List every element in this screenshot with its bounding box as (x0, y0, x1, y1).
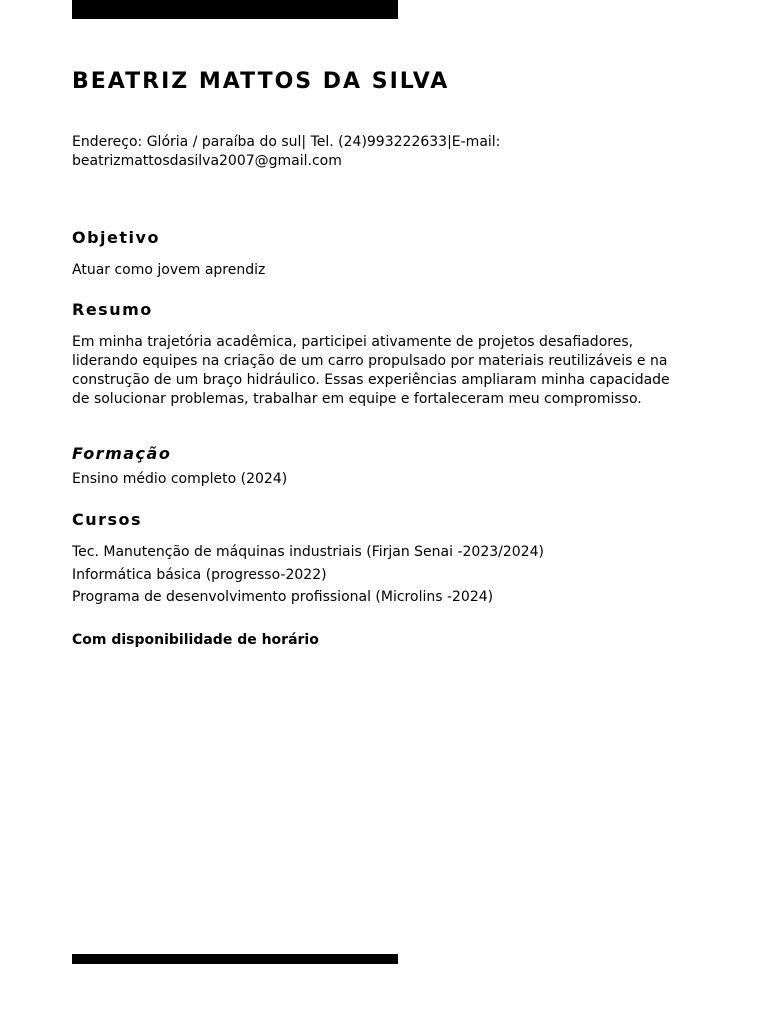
formacao-text: Ensino médio completo (2024) (72, 471, 288, 487)
availability-note: Com disponibilidade de horário (72, 632, 319, 648)
objetivo-text: Atuar como jovem aprendiz (72, 262, 266, 278)
resumo-line: Em minha trajetória acadêmica, participei ativamente de projetos desafiadores, (72, 334, 634, 350)
resumo-line: de solucionar problemas, trabalhar em equipe e fortaleceram meu compromisso. (72, 391, 642, 407)
contact-line-1: Endereço: Glória / paraíba do sul| Tel. (24)993222633|E-mail: (72, 134, 501, 150)
course-item: Programa de desenvolvimento profissional (Microlins -2024) (72, 589, 494, 605)
resumo-text (72, 333, 692, 409)
resumo-line: construção de um braço hidráulico. Essas experiências ampliaram minha capacidade (72, 372, 670, 388)
contact-info (72, 133, 692, 171)
top-decorative-bar (72, 0, 398, 19)
course-list (72, 541, 544, 609)
candidate-name: BEATRIZ MATTOS DA SILVA (72, 69, 450, 94)
course-item: Informática básica (progresso-2022) (72, 566, 327, 583)
resumo-heading: Resumo (72, 300, 153, 319)
contact-line-2: beatrizmattosdasilva2007@gmail.com (72, 153, 342, 169)
objetivo-heading: Objetivo (72, 228, 160, 247)
formacao-heading: Formação (72, 444, 172, 463)
cursos-heading: Cursos (72, 510, 143, 529)
course-item: Tec. Manutenção de máquinas industriais (Firjan Senai -2023/2024) (72, 544, 544, 560)
bottom-decorative-bar (72, 954, 398, 964)
resumo-line: liderando equipes na criação de um carro propulsado por materiais reutilizáveis e na (72, 353, 668, 369)
